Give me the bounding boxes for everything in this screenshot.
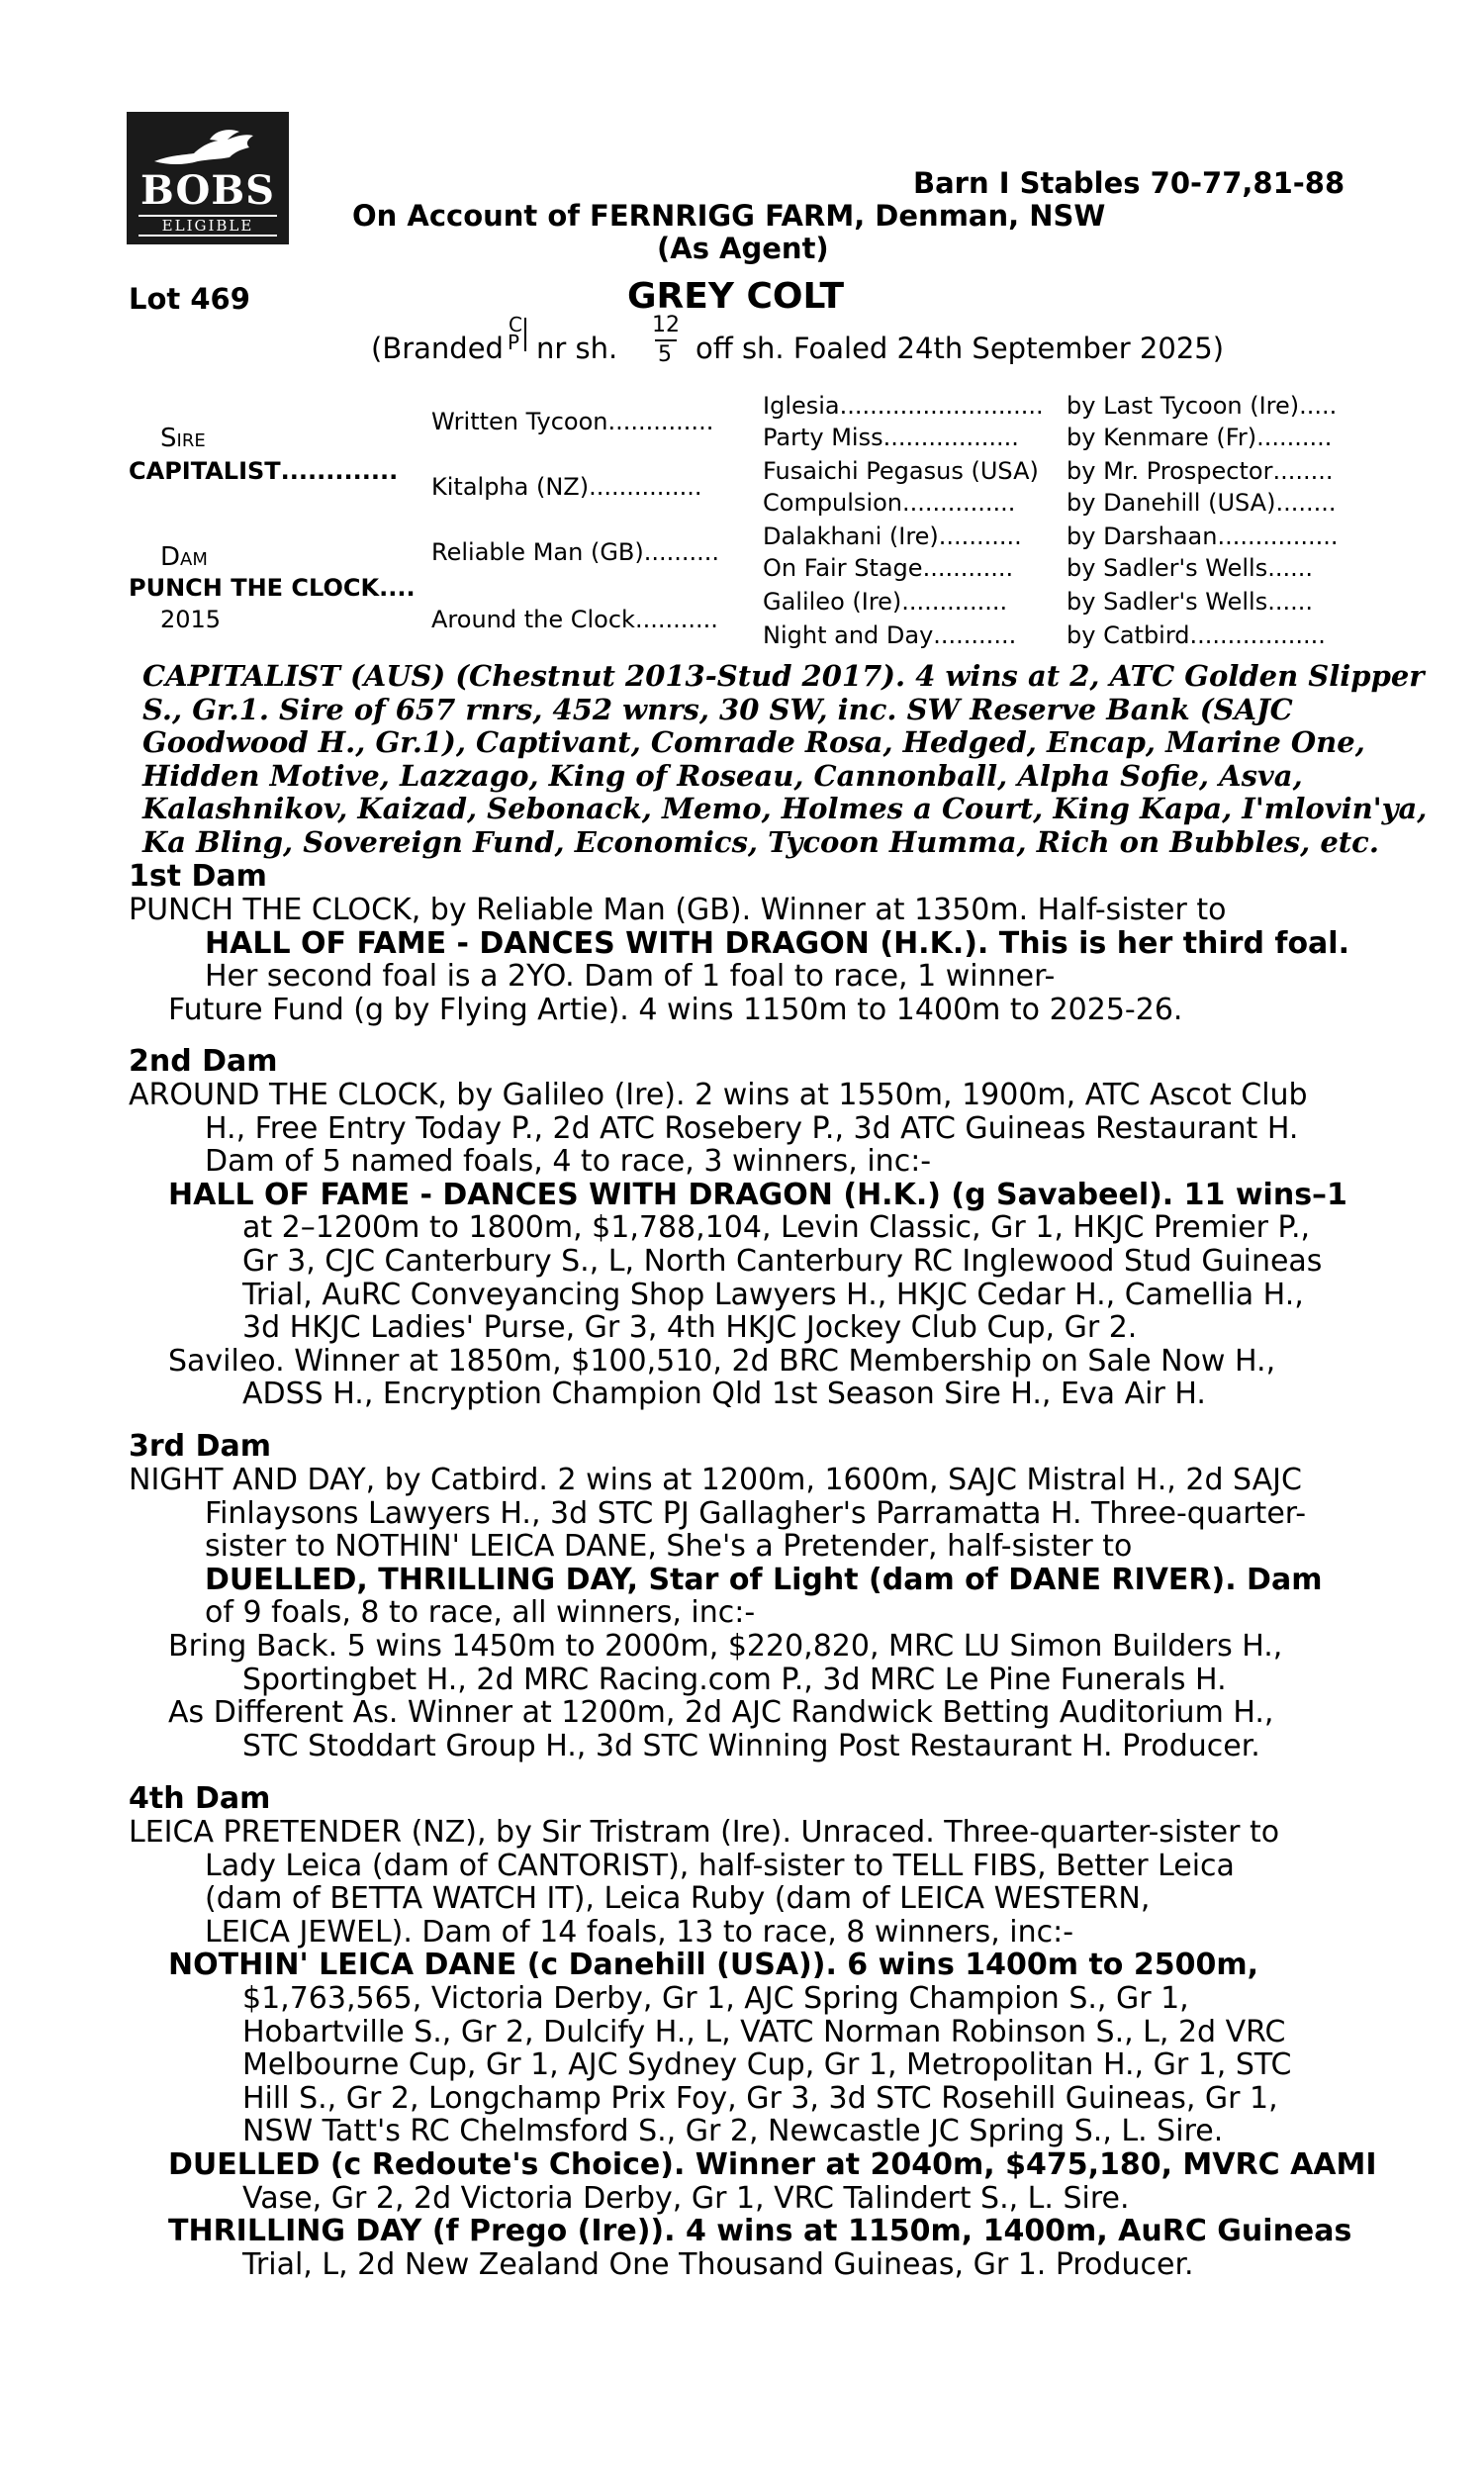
sire-line: CAPITALIST (AUS) (Chestnut 2013-Stud 2017). 4 wins at 2, ATC Golden Slipper (142, 659, 1425, 693)
dam3-line: DUELLED, THRILLING DAY, Star of Light (dam of DANE RIVER). Dam (205, 1562, 1323, 1597)
bobs-eligible-logo (127, 112, 289, 244)
account-line: On Account of FERNRIGG FARM, Denman, NSW (352, 199, 1106, 233)
dam2-line: at 2–1200m to 1800m, $1,788,104, Levin Classic, Gr 1, HKJC Premier P., (242, 1210, 1311, 1246)
dam1-line: Future Fund (g by Flying Artie). 4 wins 1150m to 1400m to 2025-26. (168, 992, 1183, 1027)
gen3-sire: by Mr. Prospector........ (1067, 457, 1334, 485)
dam2-heading: 2nd Dam (129, 1044, 278, 1079)
dam4-line: Trial, L, 2d New Zealand One Thousand Guineas, Gr 1. Producer. (242, 2246, 1194, 2282)
dam1-section (129, 894, 1365, 1026)
sire-line: Ka Bling, Sovereign Fund, Economics, Tycoon Humma, Rich on Bubbles, etc. (142, 824, 1379, 859)
brand-post: off sh. Foaled 24th September 2025) (696, 332, 1225, 365)
dam1-line: Her second foal is a 2YO. Dam of 1 foal to race, 1 winner- (205, 959, 1056, 995)
gen2-item: Around the Clock........... (431, 606, 718, 633)
dam2-line: HALL OF FAME - DANCES WITH DRAGON (H.K.) (g Savabeel). 11 wins–1 (168, 1177, 1347, 1212)
gen3-item: Iglesia........................... (763, 392, 1044, 420)
brand-num-top: 12 (652, 313, 680, 337)
dam4-line: Melbourne Cup, Gr 1, AJC Sydney Cup, Gr 1, Metropolitan H., Gr 1, STC (242, 2047, 1292, 2083)
gen2-item: Kitalpha (NZ)............... (431, 473, 702, 501)
gen3-item: Compulsion............... (763, 489, 1016, 517)
dam3-line: Bring Back. 5 wins 1450m to 2000m, $220,820, MRC LU Simon Builders H., (168, 1628, 1283, 1664)
dam3-line: Finlaysons Lawyers H., 3d STC PJ Gallagher's Parramatta H. Three-quarter- (205, 1495, 1307, 1531)
dam3-line: STC Stoddart Group H., 3d STC Winning Post Restaurant H. Producer. (242, 1728, 1260, 1763)
sire-line: Kalashnikov, Kaizad, Sebonack, Memo, Holmes a Court, King Kapa, I'mlovin'ya, (142, 792, 1428, 826)
dam-name: PUNCH THE CLOCK.... (129, 574, 416, 602)
sire-name: CAPITALIST............. (129, 457, 399, 485)
dam3-line: NIGHT AND DAY, by Catbird. 2 wins at 1200m, 1600m, SAJC Mistral H., 2d SAJC (129, 1463, 1302, 1497)
gen2-item: Written Tycoon.............. (431, 408, 714, 435)
dam4-section (129, 1815, 1377, 2282)
gen3-sire: by Last Tycoon (Ire)..... (1067, 392, 1338, 420)
brand-line (371, 313, 1360, 384)
dam2-section (129, 1079, 1365, 1411)
gen3-item: Fusaichi Pegasus (USA) (763, 457, 1039, 485)
dam4-line: (dam of BETTA WATCH IT), Leica Ruby (dam of LEICA WESTERN, (205, 1881, 1151, 1917)
brand-pre: (Branded (371, 332, 504, 365)
dam3-line: of 9 foals, 8 to race, all winners, inc:- (205, 1595, 756, 1631)
dam4-heading: 4th Dam (129, 1781, 271, 1816)
gen3-sire: by Sadler's Wells...... (1067, 588, 1313, 616)
sire-line: S., Gr.1. Sire of 657 rnrs, 452 wnrs, 30 SW, inc. SW Reserve Bank (SAJC (142, 692, 1293, 726)
gen3-sire: by Sadler's Wells...... (1067, 554, 1313, 582)
gen2-item: Reliable Man (GB).......... (431, 538, 720, 566)
dam-label: Dam (160, 542, 208, 572)
dam2-line: ADSS H., Encryption Champion Qld 1st Season Sire H., Eva Air H. (242, 1377, 1206, 1412)
agent-line: (As Agent) (657, 232, 829, 265)
dam1-heading: 1st Dam (129, 859, 267, 894)
barn-stables: Barn I Stables 70-77,81-88 (913, 166, 1345, 200)
dam4-line: LEICA JEWEL). Dam of 14 foals, 13 to race, 8 winners, inc:- (205, 1914, 1074, 1950)
brand-mid: nr sh. (536, 332, 618, 365)
brand-mark-bottom: P (508, 331, 520, 354)
gen3-sire: by Kenmare (Fr).......... (1067, 424, 1333, 451)
dam2-line: H., Free Entry Today P., 2d ATC Rosebery P., 3d ATC Guineas Restaurant H. (205, 1110, 1299, 1146)
gen3-sire: by Catbird.................. (1067, 621, 1326, 649)
gen3-item: Dalakhani (Ire)........... (763, 523, 1022, 550)
lot-number: Lot 469 (129, 282, 250, 316)
dam4-line: Lady Leica (dam of CANTORIST), half-sister to TELL FIBS, Better Leica (205, 1848, 1235, 1883)
logo-text: BOBS (139, 167, 276, 214)
dam3-line: Sportingbet H., 2d MRC Racing.com P., 3d MRC Le Pine Funerals H. (242, 1662, 1227, 1697)
dam3-section (129, 1464, 1365, 1762)
dam4-line: Hill S., Gr 2, Longchamp Prix Foy, Gr 3, 3d STC Rosehill Guineas, Gr 1, (242, 2080, 1278, 2116)
dam2-line: AROUND THE CLOCK, by Galileo (Ire). 2 wins at 1550m, 1900m, ATC Ascot Club (129, 1078, 1308, 1112)
dam4-line: LEICA PRETENDER (NZ), by Sir Tristram (Ire). Unraced. Three-quarter-sister to (129, 1815, 1280, 1850)
brand-num-divider (655, 339, 677, 341)
dam4-line: $1,763,565, Victoria Derby, Gr 1, AJC Spring Champion S., Gr 1, (242, 1980, 1189, 2016)
dam3-line: sister to NOTHIN' LEICA DANE, She's a Pretender, half-sister to (205, 1529, 1133, 1565)
logo-subtext: ELIGIBLE (139, 215, 277, 237)
dam4-line: NOTHIN' LEICA DANE (c Danehill (USA)). 6 wins 1400m to 2500m, (168, 1948, 1259, 1983)
dam1-line: HALL OF FAME - DANCES WITH DRAGON (H.K.). This is her third foal. (205, 925, 1349, 961)
gen3-item: Party Miss.................. (763, 424, 1019, 451)
gen3-sire: by Darshaan................ (1067, 523, 1339, 550)
dam2-line: Dam of 5 named foals, 4 to race, 3 winners, inc:- (205, 1144, 932, 1180)
dam-year: 2015 (160, 606, 222, 633)
dam4-line: THRILLING DAY (f Prego (Ire)). 4 wins at 1150m, 1400m, AuRC Guineas (168, 2214, 1352, 2249)
horse-rider-icon (150, 126, 265, 169)
dam2-line: Savileo. Winner at 1850m, $100,510, 2d BRC Membership on Sale Now H., (168, 1343, 1276, 1379)
dam1-line: PUNCH THE CLOCK, by Reliable Man (GB). Winner at 1350m. Half-sister to (129, 893, 1227, 927)
sire-label: Sire (160, 424, 206, 453)
brand-mark-top: C (509, 313, 522, 336)
gen3-item: Night and Day........... (763, 621, 1017, 649)
sire-line: Hidden Motive, Lazzago, King of Roseau, Cannonball, Alpha Sofie, Asva, (142, 758, 1303, 793)
dam2-line: 3d HKJC Ladies' Purse, Gr 3, 4th HKJC Jockey Club Cup, Gr 2. (242, 1310, 1138, 1346)
brand-num-bottom: 5 (658, 342, 672, 367)
lot-title: GREY COLT (627, 276, 845, 317)
sire-line: Goodwood H., Gr.1), Captivant, Comrade Rosa, Hedged, Encap, Marine One, (142, 725, 1365, 760)
dam4-line: Hobartville S., Gr 2, Dulcify H., L, VATC Norman Robinson S., L, 2d VRC (242, 2014, 1286, 2049)
dam4-line: DUELLED (c Redoute's Choice). Winner at 2040m, $475,180, MVRC AAMI (168, 2146, 1377, 2182)
gen3-sire: by Danehill (USA)........ (1067, 489, 1337, 517)
dam3-heading: 3rd Dam (129, 1429, 271, 1464)
gen3-item: Galileo (Ire).............. (763, 588, 1008, 616)
dam2-line: Trial, AuRC Conveyancing Shop Lawyers H., HKJC Cedar H., Camellia H., (242, 1277, 1304, 1312)
sire-summary (142, 659, 1428, 860)
brand-mark-divider (524, 318, 526, 351)
dam3-line: As Different As. Winner at 1200m, 2d AJC Randwick Betting Auditorium H., (168, 1695, 1274, 1731)
gen3-item: On Fair Stage............ (763, 554, 1014, 582)
dam4-line: Vase, Gr 2, 2d Victoria Derby, Gr 1, VRC Talindert S., L. Sire. (242, 2180, 1130, 2216)
dam2-line: Gr 3, CJC Canterbury S., L, North Canterbury RC Inglewood Stud Guineas (242, 1243, 1323, 1279)
dam4-line: NSW Tatt's RC Chelmsford S., Gr 2, Newcastle JC Spring S., L. Sire. (242, 2114, 1224, 2149)
